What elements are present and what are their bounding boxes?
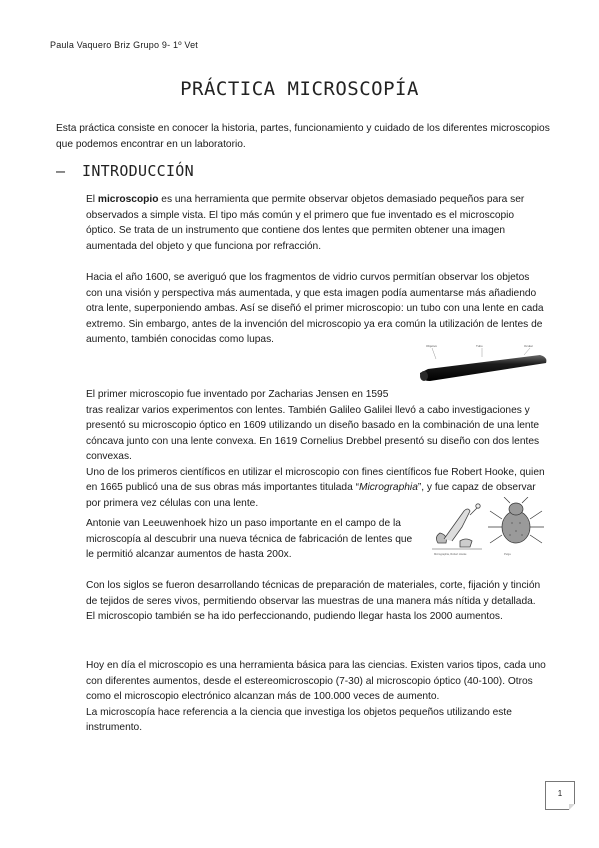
paragraph-leeuwenhoek <box>86 516 416 563</box>
p3-hooke-a: Uno de los primeros científicos en utilizar el microscopio con fines científicos fue Robert Hooke, quien en 1665 publicó una de sus obras más importantes titulada “ <box>86 466 545 493</box>
page-header: Paula Vaquero Briz Grupo 9- 1º Vet <box>50 40 199 50</box>
hooke-illustration-image <box>430 497 550 559</box>
paragraph-history-1600 <box>86 270 546 348</box>
p1-prefix: El <box>86 194 98 205</box>
paragraph-microscope-definition <box>86 192 546 254</box>
intro-paragraph: Esta práctica consiste en conocer la historia, partes, funcionamiento y cuidado de los diferentes microscopios que podemos encontrar en un laboratorio. <box>56 123 550 150</box>
svg-text:Micrographia, Robert Hooke: Micrographia, Robert Hooke <box>434 553 467 556</box>
section-title: INTRODUCCIÓN <box>82 162 194 180</box>
paragraph-techniques <box>86 578 546 625</box>
section-dash: – <box>56 162 66 180</box>
paragraph-modern <box>86 658 546 736</box>
section-heading <box>56 162 194 180</box>
p6-line2: La microscopía hace referencia a la ciencia que investiga los objetos pequeños utilizando este instrumento. <box>86 706 512 733</box>
svg-text:Tubo: Tubo <box>476 344 483 348</box>
title-micrographia: Micrographia <box>358 482 418 493</box>
p4-text: Antonie van Leeuwenhoek hizo un paso importante en el campo de la microscopía al descubrir una nueva técnica de fabricación de lentes que le permitió alcanzar aumentos de hasta 200x. <box>86 518 413 560</box>
p3-line1: El primer microscopio fue inventado por Zacharias Jensen en 1595 <box>86 389 389 400</box>
p2-text: Hacia el año 1600, se averiguó que los fragmentos de vidrio curvos permitían observar los objetos con una visión y perspectiva más aumentada, y que esta imagen podía aumentarse más añadiendo otra lente, superponiendo ambas. Así se diseñó el primer microscopio: un tubo con una lente en cada extremo. Sin embargo, antes de la invención del microscopio ya era común la utilización de lentes de aumento, también conocidas como lupas. <box>86 272 544 345</box>
svg-text:Objetivo: Objetivo <box>426 344 438 348</box>
early-microscope-image <box>412 339 552 389</box>
p6-line1: Hoy en día el microscopio es una herramienta básica para las ciencias. Existen varios tipos, cada uno con diferentes aumentos, desde el estereomicroscopio (7-30) al microscopio óptico (40-100). Otros como el microscopio electrónico alcanzan más de 100.000 veces de aumento. <box>86 660 546 702</box>
svg-text:Pulga: Pulga <box>504 553 511 556</box>
paragraph-inventors <box>86 387 548 511</box>
document-title: PRÁCTICA MICROSCOPÍA <box>180 78 419 100</box>
p3-line2: tras realizar varios experimentos con lentes. También Galileo Galilei llevó a cabo investigaciones y presentó su microscopio óptico en 1609 utilizando un diseño basado en la combinación de una lente cóncava junto con una lente convexa. En 1619 Cornelius Drebbel presentó su diseño con dos lentes convexas. <box>86 404 540 462</box>
p3-hooke-b: ”, y fue capaz de observar por primera vez células con una lente. <box>86 482 536 509</box>
keyword-microscopio: microscopio <box>97 194 159 205</box>
p5-text: Con los siglos se fueron desarrollando técnicas de preparación de materiales, corte, fijación y tinción de tejidos de seres vivos, permitiendo observar las muestras de una manera más nítida y detallada. El microscopio también se ha ido perfeccionando, pudiendo llegar hasta los 2000 aumentos. <box>86 580 541 622</box>
p1-rest: es una herramienta que permite observar objetos demasiado pequeños para ser observados a simple vista. El tipo más común y el primero que fue inventado es el microscopio óptico. Se trata de un instrumento que contiene dos lentes que permiten obtener una imagen aumentada del objeto y que funciona por refracción. <box>86 194 525 252</box>
page-number: 1 <box>545 781 575 810</box>
svg-text:Ocular: Ocular <box>524 344 533 348</box>
